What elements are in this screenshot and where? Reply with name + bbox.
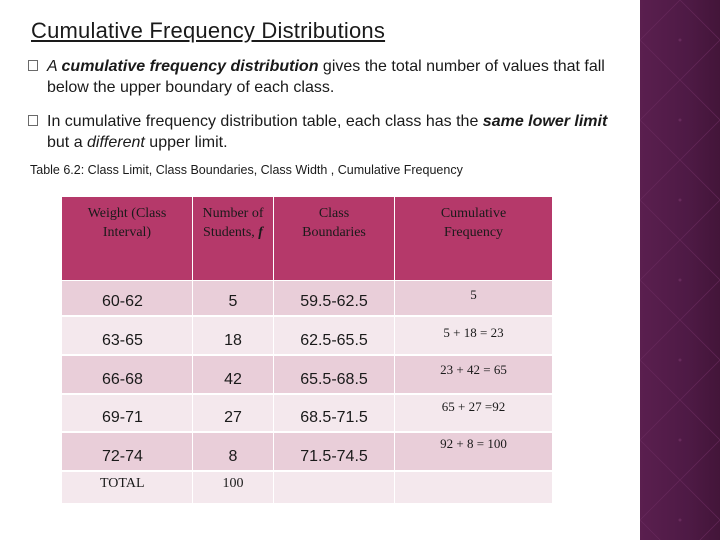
decorative-side-panel bbox=[640, 0, 720, 540]
cell-boundary: 71.5-74.5 bbox=[300, 448, 368, 465]
cell-total-label: TOTAL bbox=[100, 476, 145, 491]
cell-students: 8 bbox=[228, 448, 238, 465]
cell-interval: 69-71 bbox=[102, 409, 143, 426]
cell-cumulative: 5 + 18 = 23 bbox=[443, 325, 504, 340]
cell-students: 18 bbox=[224, 332, 242, 349]
header-weight: Weight (Class Interval) bbox=[62, 197, 192, 280]
cell-cumulative: 65 + 27 =92 bbox=[441, 399, 506, 414]
column-divider bbox=[394, 197, 395, 503]
cell-boundary: 68.5-71.5 bbox=[300, 409, 368, 426]
cell-boundary: 65.5-68.5 bbox=[300, 371, 368, 388]
bullet-box-icon bbox=[28, 115, 38, 126]
cell-boundary: 59.5-62.5 bbox=[300, 293, 368, 310]
table-caption: Table 6.2: Class Limit, Class Boundaries, Class Width , Cumulative Frequency bbox=[30, 163, 463, 177]
cell-students: 42 bbox=[224, 371, 242, 388]
cell-boundary: 62.5-65.5 bbox=[300, 332, 368, 349]
slide-title: Cumulative Frequency Distributions bbox=[31, 18, 386, 43]
cell-total-value: 100 bbox=[222, 476, 244, 491]
cell-interval: 66-68 bbox=[102, 371, 143, 388]
cell-cumulative: 23 + 42 = 65 bbox=[440, 362, 507, 377]
cell-cumulative: 92 + 8 = 100 bbox=[440, 436, 507, 451]
bullet-2-text: In cumulative frequency distribution table, each class has the same lower limit but a different upper limit. bbox=[47, 113, 608, 151]
bullet-1-text: A cumulative frequency distribution gives the total number of values that fall below the upper boundary of each class. bbox=[47, 58, 605, 96]
header-students: Number of Students, f bbox=[193, 197, 273, 280]
header-cumulative: Cumulative Frequency bbox=[395, 197, 552, 280]
cell-interval: 72-74 bbox=[102, 448, 143, 465]
bullet-2 bbox=[28, 111, 618, 153]
cell-students: 27 bbox=[224, 409, 242, 426]
diamond-pattern-icon bbox=[640, 0, 720, 540]
header-boundaries: Class Boundaries bbox=[274, 197, 394, 280]
cell-interval: 63-65 bbox=[102, 332, 143, 349]
cell-interval: 60-62 bbox=[102, 293, 143, 310]
bullet-1 bbox=[28, 56, 618, 98]
cell-cumulative: 5 bbox=[470, 287, 477, 302]
cell-students: 5 bbox=[228, 293, 238, 310]
bullet-box-icon bbox=[28, 60, 38, 71]
